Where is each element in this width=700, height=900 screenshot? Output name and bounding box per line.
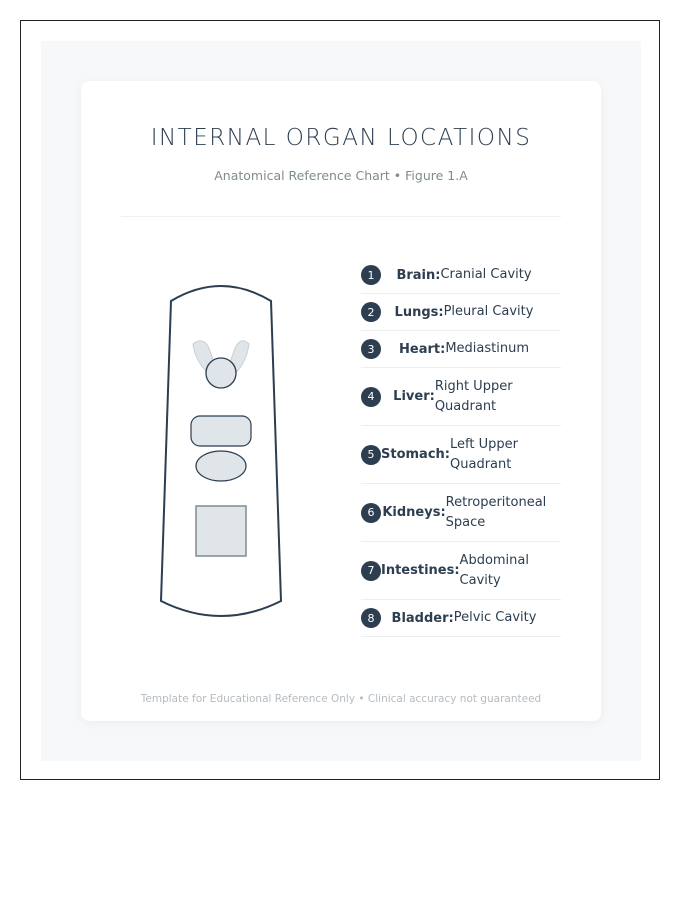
organ-label: Intestines:	[381, 563, 460, 578]
divider	[121, 216, 561, 217]
number-badge: 4	[361, 387, 381, 407]
number-badge: 2	[361, 302, 381, 322]
organ-label: Brain:	[396, 267, 441, 283]
organ-location: Pleural Cavity	[443, 304, 534, 319]
organ-label: Liver:	[393, 389, 435, 404]
list-item	[361, 331, 561, 368]
organ-location: Pelvic Cavity	[453, 610, 537, 625]
list-item	[361, 294, 561, 331]
stomach-organ	[196, 451, 246, 481]
list-item	[361, 484, 561, 542]
organ-label: Stomach:	[381, 447, 450, 462]
organ-location: Cranial Cavity	[440, 267, 532, 282]
intestines-organ	[196, 506, 246, 556]
page-subtitle: Anatomical Reference Chart • Figure 1.A	[214, 168, 468, 183]
organ-list	[361, 257, 561, 637]
list-item	[361, 368, 561, 426]
organ-location: Mediastinum	[445, 341, 529, 356]
organ-location: Abdominal Cavity	[459, 552, 529, 588]
heart-organ	[206, 358, 236, 388]
number-badge: 8	[361, 608, 381, 628]
number-badge: 6	[361, 503, 381, 523]
number-badge: 1	[361, 265, 381, 285]
organ-label: Heart:	[399, 341, 446, 357]
list-item	[361, 257, 561, 294]
list-item	[361, 426, 561, 484]
chart-card	[81, 81, 601, 721]
organ-location: Retroperitoneal Space	[445, 494, 547, 530]
organ-location: Right Upper Quadrant	[434, 378, 513, 414]
list-item	[361, 542, 561, 600]
organ-label: Lungs:	[394, 304, 444, 320]
number-badge: 3	[361, 339, 381, 359]
list-item	[361, 600, 561, 637]
body-diagram	[151, 276, 291, 626]
organ-location: Left Upper Quadrant	[450, 436, 518, 472]
number-badge: 7	[361, 561, 381, 581]
number-badge: 5	[361, 445, 381, 465]
organ-label: Kidneys:	[382, 505, 446, 520]
organ-label: Bladder:	[391, 610, 454, 626]
liver-organ	[191, 416, 251, 446]
page-title: INTERNAL ORGAN LOCATIONS	[150, 125, 532, 151]
footer-note: Template for Educational Reference Only • Clinical accuracy not guaranteed	[140, 693, 542, 705]
